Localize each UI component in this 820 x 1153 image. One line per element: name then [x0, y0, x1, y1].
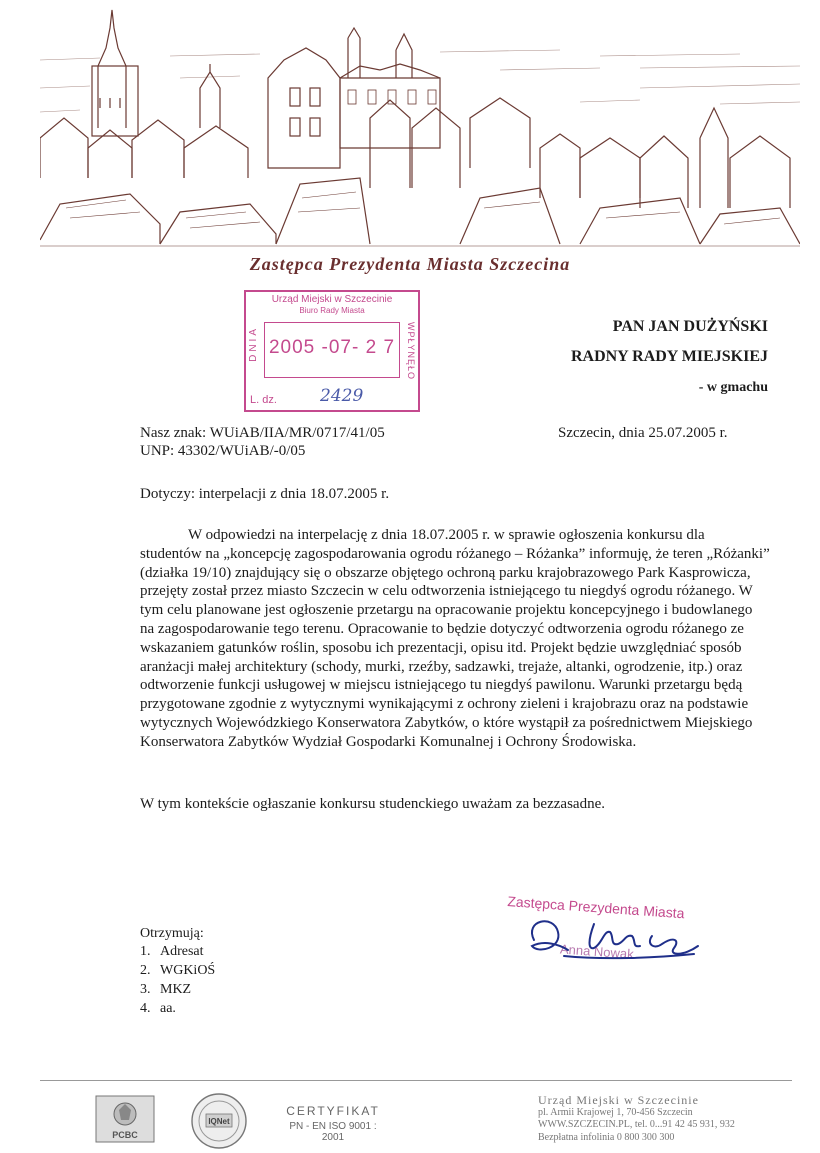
handwritten-signature — [524, 910, 704, 966]
stamp-ldz-label: L. dz. — [250, 394, 277, 406]
receipt-stamp — [244, 290, 420, 412]
signature-stamp-title: Zastępca Prezydenta Miasta — [506, 893, 685, 922]
distribution-heading: Otrzymują: — [140, 926, 204, 941]
reference-unp: UNP: 43302/WUiAB/-0/05 — [140, 443, 306, 459]
body-paragraph: W odpowiedzi na interpelację z dnia 18.07.2005 r. w sprawie ogłoszenia konkursu dla studentów na „koncepcję zagospodarowania ogrodu różanego – Różanka” informuję, że teren „Różanki” (działka 19/10) znajdujący się o obszarze objętego ochroną parku krajobrazowego Park Kasprowicza, przejęty został przez miasto Szczecin w celu odtworzenia istniejącego tu niegdyś ogrodu różanego. W tym celu planowane jest ogłoszenie przetargu na opracowanie projektu koncepcyjnego i budowlanego na zagospodarowanie tego terenu. Opracowanie to będzie dotyczyć odtworzenia ogrodu różanego ze wskazaniem gatunków roślin, sposobu ich prezentacji, opisu itd. Projekt będzie uwzględniać sposób aranżacji małej architektury (schody, murki, rzeźby, sadzawki, trejaże, altanki, ogrodzenie, itp.) oraz odtworzenie funkcji usługowej w miejscu istniejącego tu niegdyś pawilonu. Warunki przetargu będą przygotowane zgodnie z wytycznymi wynikającymi z ochrony zieleni i krajobrazu oraz na podstawie wytycznych Wojewódzkiego Konserwatora Zabytków, o które wystąpił za pośrednictwem Miejskiego Konserwatora Zabytków Wydział Gospodarki Komunalnej i Ochrony Środowiska. — [140, 527, 770, 750]
letter-conclusion: W tym kontekście ogłaszanie konkursu studenckiego uważam za bezzasadne. — [140, 796, 605, 812]
signature-stamp-name: Anna Nowak — [559, 941, 635, 962]
list-item: 1. Adresat — [140, 944, 204, 959]
place-date: Szczecin, dnia 25.07.2005 r. — [558, 425, 728, 441]
stamp-received-label: WPŁYNĘŁO — [406, 322, 416, 381]
list-item: 4. aa. — [140, 1001, 176, 1016]
letter-subject: Dotyczy: interpelacji z dnia 18.07.2005 r. — [140, 486, 390, 502]
pcbc-certificate-logo — [94, 1094, 156, 1144]
letter-body — [140, 526, 770, 752]
certificate-text — [278, 1104, 388, 1143]
address-web-phone: WWW.SZCZECIN.PL, tel. 0...91 42 45 931, 932 — [538, 1119, 735, 1130]
office-title: Zastępca Prezydenta Miasta Szczecina — [249, 254, 571, 274]
stamp-number: 2429 — [320, 386, 364, 406]
list-item: 3. MKZ — [140, 982, 192, 997]
city-skyline-illustration — [40, 8, 800, 248]
recipient-location: - w gmachu — [698, 380, 768, 395]
address-hotline: Bezpłatna infolinia 0 800 300 300 — [538, 1131, 675, 1143]
stamp-office: Urząd Miejski w Szczecinie — [271, 294, 393, 305]
svg-text:IQNet: IQNet — [208, 1117, 230, 1126]
stamp-date-box — [264, 322, 400, 378]
office-address — [538, 1094, 735, 1144]
stamp-dnia-label: DNIA — [248, 326, 259, 362]
svg-text:PCBC: PCBC — [112, 1130, 138, 1140]
stamp-department: Biuro Rady Miasta — [299, 306, 365, 315]
certificate-standard: PN - EN ISO 9001 : 2001 — [289, 1121, 377, 1143]
distribution-list — [140, 942, 215, 1018]
certificate-title: CERTYFIKAT — [286, 1104, 380, 1118]
recipient-role: RADNY RADY MIEJSKIEJ — [570, 348, 768, 365]
address-street: pl. Armii Krajowej 1, 70-456 Szczecin — [538, 1106, 693, 1118]
iqnet-certificate-logo — [190, 1092, 248, 1150]
list-item: 2. WGKiOŚ — [140, 963, 216, 978]
recipient-name: PAN JAN DUŻYŃSKI — [612, 318, 768, 335]
stamp-date: 2005 -07- 2 7 — [268, 337, 396, 358]
footer-divider — [40, 1080, 792, 1081]
reference-nasz-znak: Nasz znak: WUiAB/IIA/MR/0717/41/05 — [140, 425, 385, 441]
address-office: Urząd Miejski w Szczecinie — [538, 1093, 699, 1107]
